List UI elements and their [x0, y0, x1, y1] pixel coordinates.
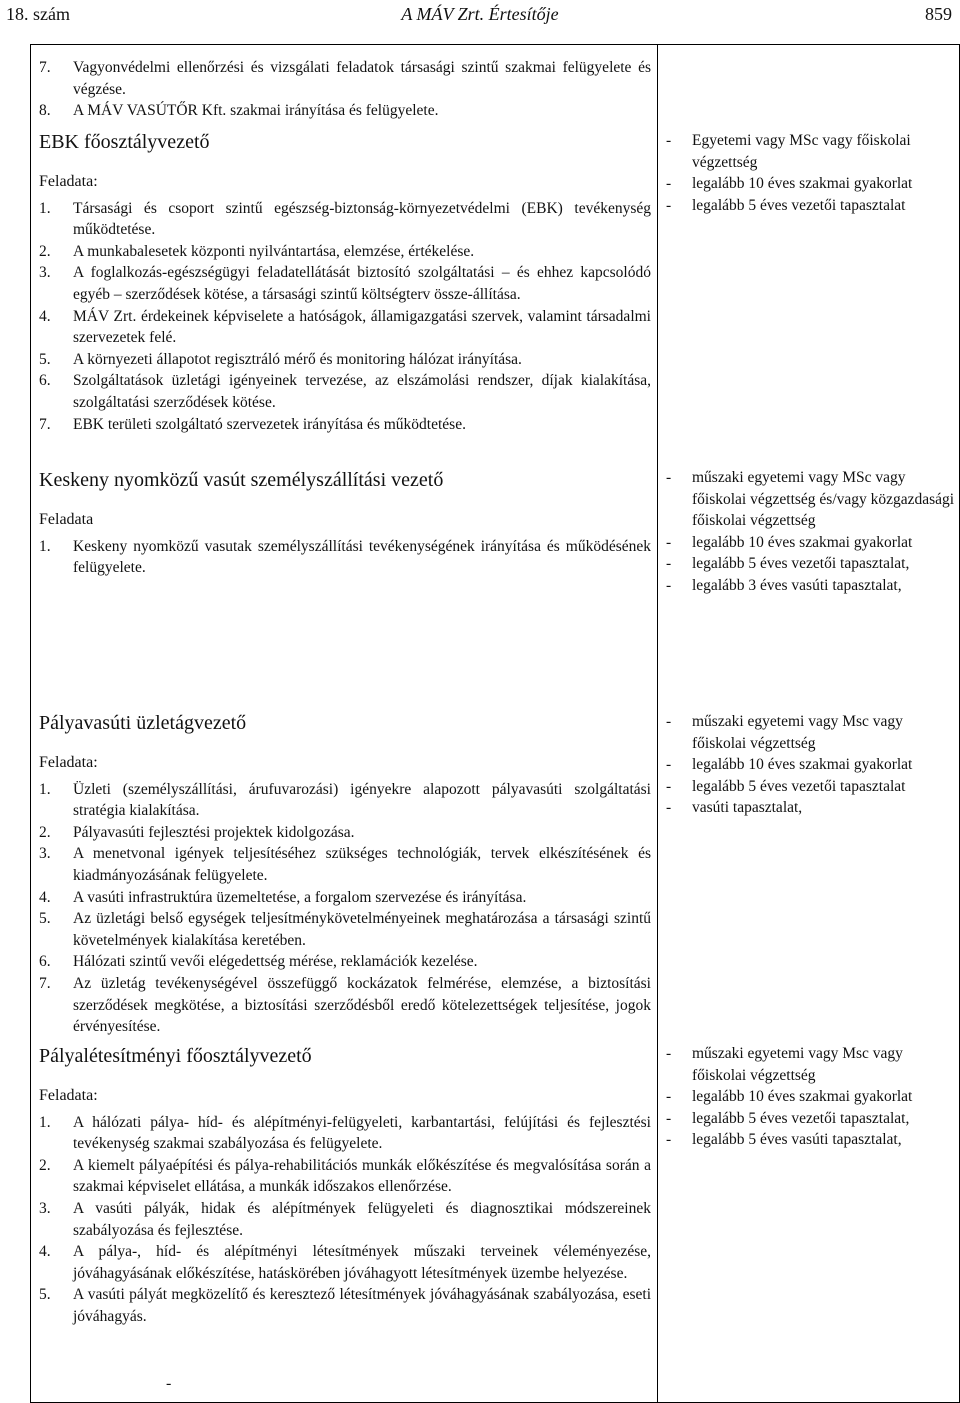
- block2-duties: [39, 129, 651, 435]
- block1-duties: [39, 57, 651, 122]
- duties-heading: Feladata: [39, 511, 94, 528]
- requirement-item: - legalább 5 éves vezetői tapasztalat: [666, 196, 906, 214]
- list-item: 2. A kiemelt pályaépítési és pálya-rehabilitációs munkák előkészítése és megvalósítása során a szakmai képviselet ellátása, a munkák időszakos ellenőrzése.: [39, 1156, 651, 1196]
- list-item: 3. A menetvonal igények teljesítéséhez szükséges technológiák, tervek elkészítésének és kiadmányozásának felügyelete.: [39, 845, 651, 884]
- duties-heading: Feladata:: [39, 1087, 98, 1104]
- position-title: Pályalétesítményi főosztályvezető: [39, 1045, 312, 1067]
- list-item: 4. A pálya-, híd- és alépítményi létesítmények műszaki terveinek véleményezése, jóváhagyásának előkészítése, hatáskörében jóváhagyott létesítmények üzembe helyezése.: [39, 1243, 651, 1282]
- block3-requirements: [666, 467, 956, 597]
- journal-title: A MÁV Zrt. Értesítője: [401, 4, 559, 24]
- requirement-item: - vasúti tapasztalat,: [666, 799, 803, 817]
- block5-requirements: [666, 1043, 956, 1151]
- requirement-item: - legalább 10 éves szakmai gyakorlat: [666, 175, 913, 193]
- list-item: 1. Társasági és csoport szintű egészség-biztonság-környezetvédelmi (EBK) tevékenység működtetése.: [39, 199, 651, 239]
- list-item: 3. A foglalkozás-egészségügyi feladatellátását biztosító szolgáltatási – és ehhez kapcsolódó egyéb – szerződések kötése, a társasági szintű költségterv össze-állítása.: [39, 264, 651, 303]
- table-border-left: [30, 44, 31, 1403]
- page-number: 859: [925, 4, 952, 24]
- list-item: 6. Szolgáltatások üzletági igényeinek tervezése, az elszámolási rendszer, díjak kialakítása, szolgáltatási szerződések kötése.: [39, 372, 651, 411]
- block3-duties: [39, 467, 651, 579]
- list-item: 3. A vasúti pályák, hidak és alépítmények felügyeleti és diagnosztikai módszereinek szabályozása és fejlesztése.: [39, 1199, 651, 1239]
- list-item: 5. A környezeti állapotot regisztráló mérő és monitoring hálózat irányítása.: [39, 350, 522, 368]
- duties-heading: Feladata:: [39, 173, 98, 190]
- block2-requirements: [666, 130, 956, 216]
- list-item: 4. A vasúti infrastruktúra üzemeltetése, a forgalom szervezése és irányítása.: [39, 888, 527, 906]
- requirement-item: - legalább 10 éves szakmai gyakorlat: [666, 533, 913, 551]
- list-item: 1. Üzleti (személyszállítási, árufuvarozási) igényekre alapozott pályavasúti szolgáltatási stratégia kialakítása.: [39, 780, 651, 820]
- requirement-item: - műszaki egyetemi vagy Msc vagy főiskolai végzettség: [666, 1045, 903, 1084]
- requirement-item: - legalább 5 éves vasúti tapasztalat,: [666, 1131, 902, 1149]
- list-item: 7. Az üzletág tevékenységével összefüggő kockázatok felmérése, elemzése, a biztosítási szerződések megkötése, a biztosítási szerződésből eredő kötelezettségek teljesítése, jogok érvényesítése.: [39, 974, 651, 1036]
- issue-label: 18. szám: [6, 4, 70, 24]
- list-item: 4. MÁV Zrt. érdekeinek képviselete a hatóságok, államigazgatási szervek, valamint társadalmi szervezetek felé.: [39, 307, 651, 347]
- list-item: 7. Vagyonvédelmi ellenőrzési és vizsgálati feladatok társasági szintű szakmai felügyelete és végzése.: [39, 59, 651, 98]
- requirement-item: - legalább 10 éves szakmai gyakorlat: [666, 756, 913, 774]
- requirement-item: - legalább 5 éves vezetői tapasztalat,: [666, 555, 910, 573]
- duties-heading: Feladata:: [39, 754, 98, 771]
- requirement-item: - műszaki egyetemi vagy MSc vagy főiskolai végzettség és/vagy közgazdasági főiskolai végzettség: [666, 469, 955, 530]
- requirement-item: - legalább 5 éves vezetői tapasztalat,: [666, 1109, 910, 1127]
- table-column-divider: [657, 44, 658, 1403]
- list-item: 2. A munkabalesetek központi nyilvántartása, elemzése, értékelése.: [39, 242, 475, 260]
- block4-duties: [39, 710, 651, 1038]
- list-item: 7. EBK területi szolgáltató szervezetek irányítása és működtetése.: [39, 415, 466, 433]
- list-item: 1. Keskeny nyomközű vasutak személyszállítási tevékenységének irányítása és működésének felügyelete.: [39, 537, 651, 577]
- block5-duties: [39, 1043, 651, 1328]
- position-title: Pályavasúti üzletágvezető: [39, 712, 247, 734]
- list-item: 1. A hálózati pálya- híd- és alépítményi-felügyeleti, karbantartási, felújítási és fejlesztési tevékenység szakmai szabályozása és felügyelete.: [39, 1113, 651, 1153]
- list-item: 2. Pályavasúti fejlesztési projektek kidolgozása.: [39, 823, 355, 841]
- requirement-item: - legalább 10 éves szakmai gyakorlat: [666, 1088, 913, 1106]
- list-item: 5. Az üzletági belső egységek teljesítménykövetelményeinek meghatározása a társasági szintű követelmények kialakítása keretében.: [39, 910, 651, 949]
- page-header: [0, 0, 960, 30]
- requirement-item: - műszaki egyetemi vagy Msc vagy főiskolai végzettség: [666, 713, 903, 752]
- list-item: 5. A vasúti pályát megközelítő és keresztező létesítmények jóváhagyásának szabályozása, eseti jóváhagyás.: [39, 1286, 651, 1325]
- requirement-item: - legalább 3 éves vasúti tapasztalat,: [666, 576, 902, 594]
- requirement-item: - legalább 5 éves vezetői tapasztalat: [666, 777, 906, 795]
- list-item: 6. Hálózati szintű vevői elégedettség mérése, reklamációk kezelése.: [39, 953, 478, 971]
- position-title: EBK főosztályvezető: [39, 131, 210, 153]
- requirement-item: - Egyetemi vagy MSc vagy főiskolai végzettség: [666, 132, 911, 171]
- position-title: Keskeny nyomközű vasút személyszállítási vezető: [39, 469, 444, 491]
- trailing-dash: -: [166, 1375, 172, 1392]
- table-border-top: [30, 44, 960, 45]
- list-item: 8. A MÁV VASÚTŐR Kft. szakmai irányítása és felügyelete.: [39, 102, 439, 120]
- block4-requirements: [666, 711, 956, 819]
